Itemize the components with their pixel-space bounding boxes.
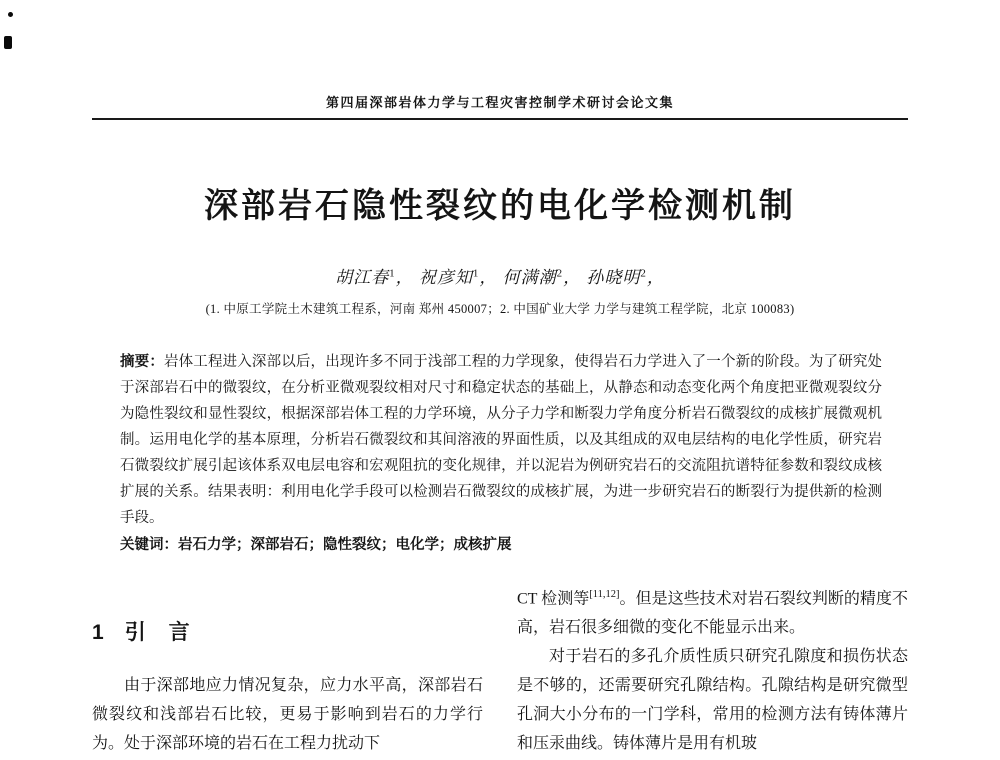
- intro-paragraph: 由于深部地应力情况复杂，应力水平高，深部岩石微裂纹和浅部岩石比较，更易于影响到岩石的力学行为。处于深部环境的岩石在工程力扰动下: [92, 677, 483, 752]
- author-separator: ，: [479, 268, 498, 287]
- author: [419, 268, 498, 287]
- keywords-text: 岩石力学；深部岩石；隐性裂纹；电化学；成核扩展: [178, 537, 512, 553]
- right-column: [517, 580, 908, 758]
- left-column: [92, 580, 483, 758]
- author: [586, 268, 665, 287]
- author-affiliation-sup: 1: [472, 267, 480, 280]
- author-name: 祝彦知: [418, 268, 473, 287]
- citation-superscript: [11,12]: [589, 589, 620, 600]
- two-column-body: [92, 580, 908, 758]
- header-rule: [92, 118, 908, 120]
- scan-artifact-dot: [8, 12, 13, 17]
- author: [503, 268, 582, 287]
- paper-title: 深部岩石隐性裂纹的电化学检测机制: [204, 187, 796, 225]
- author-name: 胡江春: [335, 268, 390, 287]
- keywords: [120, 532, 882, 558]
- authors-line: [0, 263, 1000, 288]
- abstract-text: 岩体工程进入深部以后，出现许多不同于浅部工程的力学现象，使得岩石力学进入了一个新的阶段。为了研究处于深部岩石中的微裂纹，在分析亚微观裂纹相对尺寸和稳定状态的基础上，从静态和动态变化两个角度把亚微观裂纹分为隐性裂纹和显性裂纹，根据深部岩体工程的力学环境，从分子力学和断裂力学角度分析岩石微裂纹的成核扩展微观机制。运用电化学的基本原理，分析岩石微裂纹和其间溶液的界面性质，以及其组成的双电层结构的电化学性质，研究岩石微裂纹扩展引起该体系双电层电容和宏观阻抗的变化规律，并以泥岩为例研究岩石的交流阻抗谱特征参数和裂纹成核扩展的关系。结果表明：利用电化学手段可以检测岩石微裂纹的成核扩展，为进一步研究岩石的断裂行为提供新的检测手段。: [120, 354, 883, 526]
- author-affiliation-sup: 1: [389, 267, 396, 280]
- author-name: 孙晓明: [586, 268, 641, 287]
- author-affiliation-sup: 2: [556, 267, 564, 280]
- keywords-label: 关键词：: [120, 537, 178, 553]
- section-number: 1: [92, 621, 105, 644]
- right-paragraph-1: [517, 580, 908, 642]
- section-1-heading: [92, 618, 483, 647]
- author-name: 何满潮: [502, 268, 557, 287]
- affiliation-line: (1. 中原工学院土木建筑工程系，河南 郑州 450007；2. 中国矿业大学 力学与建筑工程学院，北京 100083): [205, 302, 795, 316]
- right-para1-text: CT 检测等: [517, 590, 590, 608]
- author-separator: ，: [646, 268, 665, 287]
- proceedings-header: [0, 0, 1000, 111]
- author-separator: ，: [563, 268, 582, 287]
- abstract: [120, 349, 882, 531]
- right-paragraph-2: 对于岩石的多孔介质性质只研究孔隙度和损伤状态是不够的，还需要研究孔隙结构。孔隙结构是研究微型孔洞大小分布的一门学科，常用的检测方法有铸体薄片和压汞曲线。铸体薄片是用有机玻: [517, 648, 908, 753]
- section-title: 引 言: [124, 621, 191, 644]
- author: [335, 268, 414, 287]
- author-affiliation-sup: 2: [640, 267, 647, 280]
- proceedings-title: 第四届深部岩体力学与工程灾害控制学术研讨会论文集: [325, 95, 674, 110]
- scan-artifact-mark: [4, 36, 12, 49]
- author-separator: ，: [395, 268, 414, 287]
- right-para1-rest: 。但是这些技术对岩石裂纹判断的精度不高，岩石很多细微的变化不能显示出来。: [517, 590, 908, 637]
- abstract-label: 摘要：: [120, 354, 164, 370]
